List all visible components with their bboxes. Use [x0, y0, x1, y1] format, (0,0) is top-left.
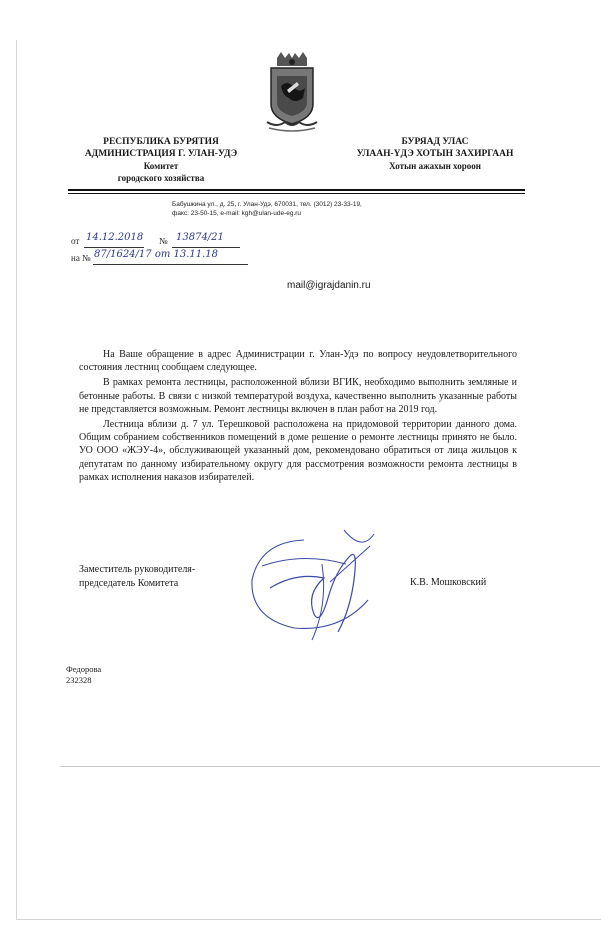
ref-number-label: №: [159, 236, 168, 246]
page-edge-bottom: [16, 919, 601, 920]
ref-incoming-underline: [93, 264, 248, 265]
ref-date-underline: [84, 247, 144, 248]
ref-number-underline: [172, 247, 240, 248]
committee-label: Комитет: [143, 161, 179, 171]
contact-address: [172, 200, 472, 218]
letterhead-right: [335, 136, 535, 172]
letterhead-left: [66, 136, 256, 184]
republic-name: РЕСПУБЛИКА БУРЯТИЯ: [103, 137, 219, 147]
body-paragraph: В рамках ремонта лестницы, расположенной вблизи ВГИК, необходимо выполнить земляные и бетонные работы. В связи с низкой температурой воздуха, качественно выполнить указанные работы не представляется возможным. Ремонт лестницы включен в план работ на 2019 год.: [79, 377, 517, 415]
letter-body: [79, 348, 517, 486]
signatory-title-line-1: Заместитель руководителя-: [79, 564, 196, 575]
performer-name: Федорова: [66, 664, 102, 674]
ref-date: 14.12.2018: [86, 232, 144, 243]
recipient-email: mail@igrajdanin.ru: [287, 280, 371, 291]
performer-info: [66, 664, 101, 686]
committee-name-buryat: Хотын ажахын хороон: [389, 161, 481, 171]
address-line-1: Бабушкина ул., д. 25, г. Улан-Удэ, 670031, тел. (3012) 23-33-19,: [172, 201, 362, 208]
coat-of-arms-icon: [263, 52, 321, 134]
signatory-title: [79, 563, 195, 591]
scan-shadow-line: [60, 766, 600, 767]
republic-name-buryat: БУРЯАД УЛАС: [401, 137, 469, 147]
page-edge-left: [16, 40, 17, 920]
committee-name: городского хозяйства: [117, 173, 205, 183]
administration-name: АДМИНИСТРАЦИЯ Г. УЛАН-УДЭ: [84, 149, 238, 159]
ref-number: 13874/21: [176, 232, 224, 243]
ref-from-label: от: [71, 236, 80, 246]
signatory-title-line-2: председатель Комитета: [79, 578, 179, 589]
handwritten-signature-icon: [242, 522, 392, 652]
ref-incoming: 87/1624/17 от 13.11.18: [94, 249, 219, 260]
address-line-2: факс: 23-50-15, e-mail: kgh@ulan-ude-eg.ru: [172, 210, 302, 217]
performer-phone: 232328: [66, 675, 92, 685]
signatory-name: К.В. Мошковский: [410, 577, 487, 588]
body-paragraph: Лестница вблизи д. 7 ул. Терешковой расположена на придомовой территории данного дома. Общим собранием собственников помещений в доме решение о ремонте лестницы принято не было. УО ООО «ЖЭУ-4», обслуживающей указанный дом, рекомендовано обратиться от лица жильцов к депутатам по данному избирательному округу для рассмотрения возможности ремонта лестницы в рамках исполнения наказов избирателей.: [79, 419, 517, 483]
letterhead-divider-thick: [68, 189, 525, 191]
ref-incoming-label: на №: [71, 253, 91, 263]
body-paragraph: На Ваше обращение в адрес Администрации г. Улан-Удэ по вопросу неудовлетворительного состояния лестниц сообщаем следующее.: [79, 349, 517, 374]
letterhead-divider-thin: [68, 193, 525, 194]
administration-name-buryat: УЛААН-ҮДЭ ХОТЫН ЗАХИРГААН: [356, 149, 514, 159]
